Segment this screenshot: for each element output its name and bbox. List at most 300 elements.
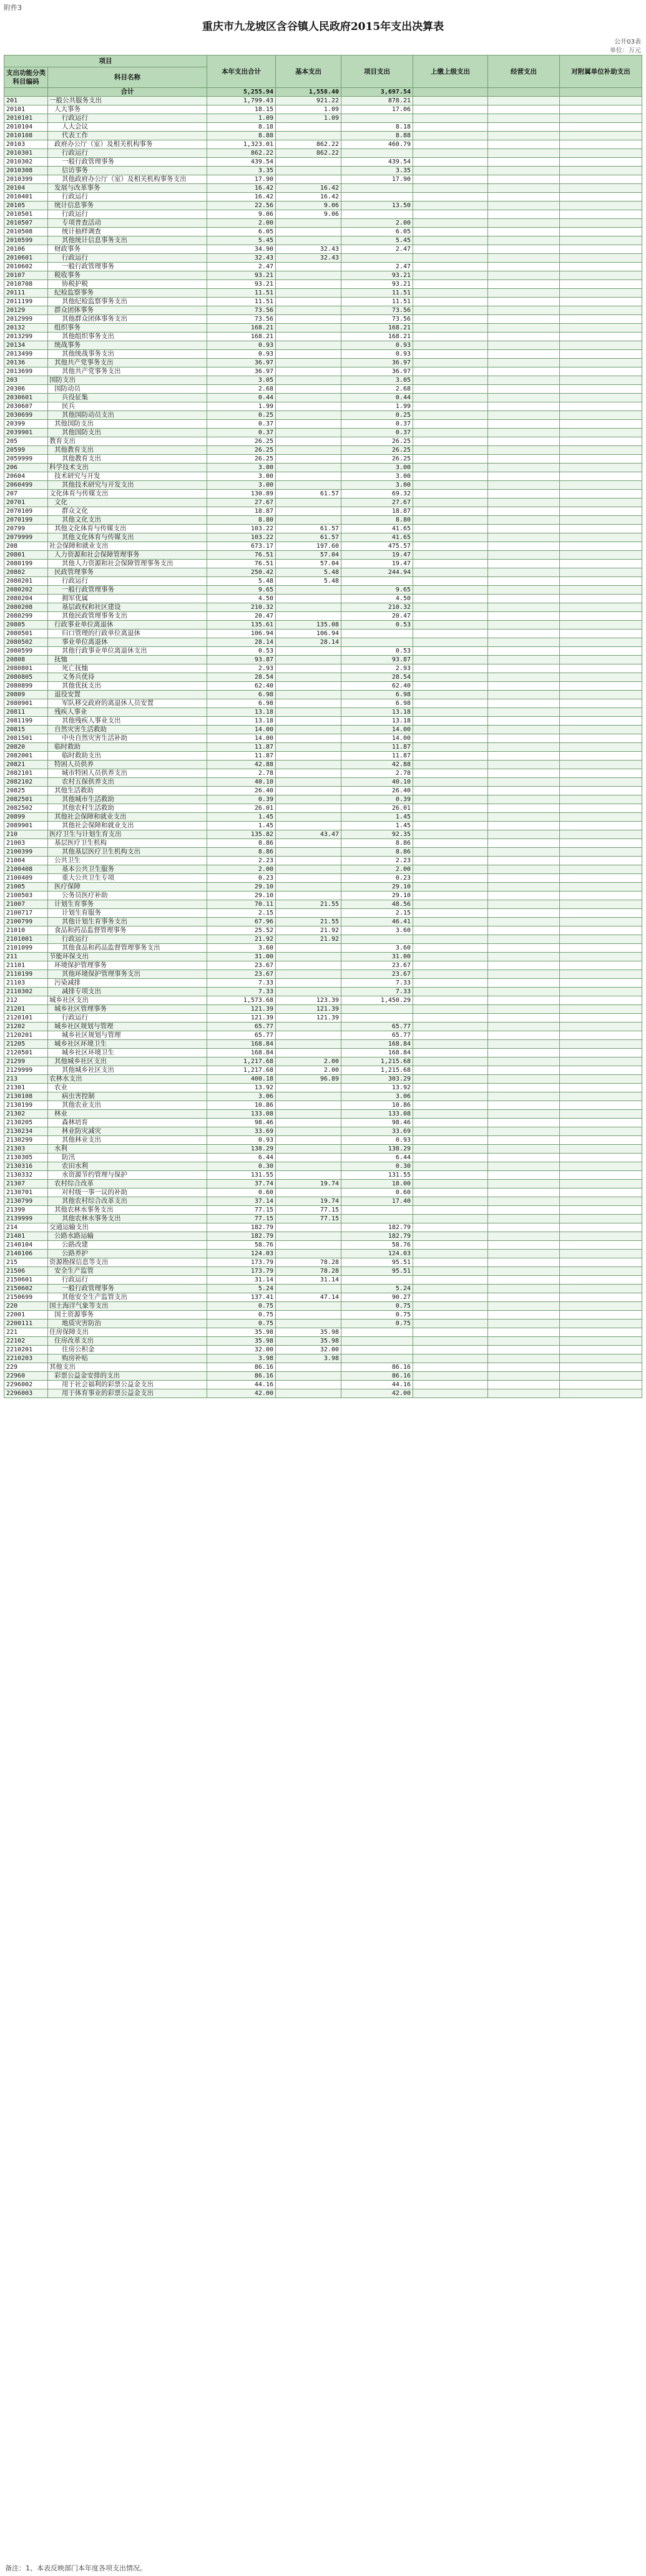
table-row [4,1188,642,1197]
cell-project: 2.47 [341,263,413,271]
cell-basic [276,1049,341,1057]
cell-operating [488,359,560,367]
cell-remit-superior [413,175,488,184]
cell-operating [488,1084,560,1092]
table-row [4,132,642,140]
cell-subject-name: 其他共产党事务支出 [48,367,207,376]
cell-subject-name: 其他生活救助 [48,787,207,795]
cell-project: 131.55 [341,1171,413,1180]
cell-code: 2080501 [4,629,48,638]
cell-code: 2080204 [4,595,48,603]
cell-total: 6.05 [207,228,276,236]
cell-subject-name: 一般行政管理事务 [48,158,207,167]
cell-total: 135.61 [207,621,276,629]
table-row [4,988,642,996]
cell-subsidiary-subsidy [560,306,642,315]
cell-subsidiary-subsidy [560,542,642,551]
cell-basic [276,1232,341,1241]
cell-operating [488,944,560,953]
cell-remit-superior [413,804,488,813]
cell-total: 2.47 [207,263,276,271]
cell-code: 2013499 [4,350,48,359]
cell-code: 2082502 [4,804,48,813]
cell-basic: 5.48 [276,568,341,577]
table-row [4,1154,642,1162]
cell-project [341,935,413,944]
cell-operating [488,175,560,184]
cell-project: 3.00 [341,481,413,490]
cell-subsidiary-subsidy [560,1267,642,1276]
cell-basic [276,1223,341,1232]
cell-basic [276,813,341,822]
cell-basic: 61.57 [276,525,341,533]
cell-project: 1,450.29 [341,996,413,1005]
cell-code: 213 [4,1075,48,1084]
cell-basic: 21.92 [276,926,341,935]
cell-operating [488,1276,560,1285]
cell-total: 3.00 [207,464,276,472]
cell-remit-superior [413,254,488,263]
cell-remit-superior [413,149,488,158]
cell-subject-name: 行政运行 [48,577,207,586]
cell-subsidiary-subsidy [560,1066,642,1075]
cell-remit-superior [413,586,488,595]
cell-code: 214 [4,1223,48,1232]
cell-remit-superior [413,1180,488,1188]
cell-total: 3.60 [207,944,276,953]
cell-subject-name: 其他环境保护管理事务支出 [48,970,207,979]
cell-project [341,629,413,638]
cell-total: 36.97 [207,367,276,376]
cell-code: 2070109 [4,507,48,516]
cell-subsidiary-subsidy [560,420,642,429]
table-row [4,254,642,263]
cell-project: 0.30 [341,1162,413,1171]
cell-total: 6.98 [207,691,276,699]
cell-subsidiary-subsidy [560,656,642,664]
cell-basic: 1,558.40 [276,88,341,97]
cell-operating [488,787,560,795]
cell-project: 65.77 [341,1023,413,1031]
cell-subsidiary-subsidy [560,909,642,918]
cell-basic: 61.57 [276,490,341,498]
cell-total: 1.09 [207,114,276,123]
cell-operating [488,726,560,734]
cell-subsidiary-subsidy [560,1197,642,1206]
cell-basic [276,883,341,892]
cell-basic: 57.04 [276,551,341,560]
cell-total: 26.01 [207,804,276,813]
cell-operating [488,1145,560,1154]
cell-project: 0.93 [341,341,413,350]
cell-subject-name: 特困人员供养 [48,761,207,769]
cell-operating [488,219,560,228]
cell-remit-superior [413,822,488,830]
table-row [4,769,642,778]
cell-remit-superior [413,935,488,944]
table-row [4,236,642,245]
cell-remit-superior [413,359,488,367]
cell-operating [488,411,560,420]
cell-basic: 121.39 [276,1005,341,1014]
cell-code: 208 [4,542,48,551]
cell-basic [276,892,341,900]
cell-remit-superior [413,1381,488,1389]
cell-remit-superior [413,123,488,132]
cell-basic [276,970,341,979]
cell-operating [488,1119,560,1127]
cell-remit-superior [413,210,488,219]
cell-remit-superior [413,699,488,708]
cell-project: 2.68 [341,385,413,394]
cell-basic [276,682,341,691]
cell-subject-name: 其他民政管理事务支出 [48,612,207,621]
cell-subsidiary-subsidy [560,236,642,245]
header-subsidiary-subsidy: 对附属单位补助支出 [560,56,642,88]
cell-code: 20815 [4,726,48,734]
table-row [4,507,642,516]
cell-subject-name: 协税护税 [48,280,207,289]
cell-subsidiary-subsidy [560,1136,642,1145]
cell-basic [276,455,341,464]
table-row [4,542,642,551]
cell-remit-superior [413,350,488,359]
cell-total: 0.44 [207,394,276,402]
cell-subject-name: 资源勘探信息等支出 [48,1258,207,1267]
cell-project [341,577,413,586]
cell-basic [276,1154,341,1162]
cell-remit-superior [413,708,488,717]
cell-operating [488,1328,560,1337]
cell-total: 8.88 [207,132,276,140]
cell-total: 37.74 [207,1180,276,1188]
cell-basic [276,298,341,306]
cell-basic: 2.00 [276,1057,341,1066]
cell-project: 26.25 [341,446,413,455]
cell-operating [488,935,560,944]
cell-basic [276,394,341,402]
cell-remit-superior [413,621,488,629]
cell-subject-name: 一般行政管理事务 [48,263,207,271]
cell-subject-name: 其他城乡社区支出 [48,1066,207,1075]
cell-subsidiary-subsidy [560,874,642,883]
cell-basic [276,289,341,298]
cell-subsidiary-subsidy [560,638,642,647]
cell-remit-superior [413,472,488,481]
cell-code: 2110199 [4,970,48,979]
table-row [4,140,642,149]
cell-remit-superior [413,1346,488,1354]
cell-basic [276,839,341,848]
cell-code: 21202 [4,1023,48,1031]
cell-code [4,88,48,97]
cell-subsidiary-subsidy [560,900,642,909]
cell-remit-superior [413,944,488,953]
cell-project: 13.92 [341,1084,413,1092]
table-row [4,874,642,883]
cell-subsidiary-subsidy [560,734,642,743]
cell-subsidiary-subsidy [560,1084,642,1092]
cell-code: 203 [4,376,48,385]
cell-operating [488,996,560,1005]
cell-project: 6.05 [341,228,413,236]
cell-project: 86.16 [341,1372,413,1381]
cell-subject-name: 人大事务 [48,105,207,114]
cell-code: 20820 [4,743,48,752]
cell-subject-name: 兵役征集 [48,394,207,402]
cell-subsidiary-subsidy [560,1180,642,1188]
cell-subject-name: 林业 [48,1110,207,1119]
cell-total: 0.93 [207,341,276,350]
cell-subsidiary-subsidy [560,202,642,210]
cell-code: 220 [4,1302,48,1311]
cell-basic [276,1188,341,1197]
table-row [4,857,642,865]
cell-code: 2100503 [4,892,48,900]
table-row [4,699,642,708]
cell-code: 215 [4,1258,48,1267]
cell-basic [276,167,341,175]
cell-basic [276,1092,341,1101]
cell-total: 8.80 [207,516,276,525]
cell-total: 400.18 [207,1075,276,1084]
cell-total: 121.39 [207,1005,276,1014]
cell-remit-superior [413,97,488,105]
cell-remit-superior [413,228,488,236]
cell-remit-superior [413,420,488,429]
cell-operating [488,1066,560,1075]
cell-subsidiary-subsidy [560,717,642,726]
cell-project: 3.05 [341,376,413,385]
cell-operating [488,376,560,385]
cell-project: 5.45 [341,236,413,245]
cell-total: 31.14 [207,1276,276,1285]
table-row [4,883,642,892]
cell-code: 20132 [4,324,48,333]
cell-subsidiary-subsidy [560,892,642,900]
cell-total: 62.40 [207,682,276,691]
cell-project: 0.93 [341,1136,413,1145]
cell-subsidiary-subsidy [560,586,642,595]
cell-total: 2.15 [207,909,276,918]
cell-remit-superior [413,498,488,507]
cell-project: 168.84 [341,1049,413,1057]
cell-project: 41.65 [341,533,413,542]
cell-project: 13.18 [341,708,413,717]
cell-subject-name: 统战事务 [48,341,207,350]
cell-total: 124.03 [207,1250,276,1258]
cell-subject-name: 农业 [48,1084,207,1092]
cell-subsidiary-subsidy [560,472,642,481]
table-row [4,839,642,848]
cell-subsidiary-subsidy [560,1276,642,1285]
cell-basic: 106.94 [276,629,341,638]
cell-total: 1.45 [207,822,276,830]
cell-subsidiary-subsidy [560,1346,642,1354]
cell-operating [488,629,560,638]
cell-total: 7.33 [207,979,276,988]
cell-total: 10.86 [207,1101,276,1110]
cell-project: 10.86 [341,1101,413,1110]
cell-operating [488,1389,560,1398]
cell-subject-name: 其他统战事务支出 [48,350,207,359]
table-row [4,376,642,385]
cell-project: 878.21 [341,97,413,105]
cell-subsidiary-subsidy [560,595,642,603]
cell-remit-superior [413,1188,488,1197]
table-row [4,350,642,359]
cell-operating [488,1372,560,1381]
cell-operating [488,140,560,149]
cell-total: 3.00 [207,481,276,490]
cell-project [341,210,413,219]
table-row [4,734,642,743]
cell-project [341,184,413,193]
cell-subsidiary-subsidy [560,1232,642,1241]
table-row [4,516,642,525]
cell-subject-name: 临时救助 [48,743,207,752]
cell-basic [276,1127,341,1136]
cell-code: 2139999 [4,1215,48,1223]
cell-code: 2101099 [4,944,48,953]
cell-subsidiary-subsidy [560,1223,642,1232]
cell-remit-superior [413,333,488,341]
cell-project: 29.10 [341,892,413,900]
cell-operating [488,472,560,481]
cell-code: 20799 [4,525,48,533]
cell-total: 862.22 [207,149,276,158]
cell-total: 103.22 [207,533,276,542]
cell-basic: 16.42 [276,193,341,202]
cell-remit-superior [413,542,488,551]
cell-project: 1,215.68 [341,1066,413,1075]
cell-project: 8.86 [341,839,413,848]
cell-subject-name: 组织事务 [48,324,207,333]
cell-basic [276,498,341,507]
cell-basic: 1.09 [276,114,341,123]
cell-subsidiary-subsidy [560,1354,642,1363]
table-row [4,1328,642,1337]
cell-operating [488,236,560,245]
cell-remit-superior [413,1040,488,1049]
cell-remit-superior [413,306,488,315]
cell-operating [488,1136,560,1145]
cell-project: 303.29 [341,1075,413,1084]
cell-operating [488,1188,560,1197]
cell-subject-name: 死亡抚恤 [48,664,207,673]
cell-basic [276,446,341,455]
cell-remit-superior [413,1354,488,1363]
cell-code: 20104 [4,184,48,193]
cell-subsidiary-subsidy [560,988,642,996]
table-row [4,175,642,184]
table-row [4,97,642,105]
cell-remit-superior [413,1145,488,1154]
cell-code: 2150699 [4,1293,48,1302]
cell-remit-superior [413,1057,488,1066]
cell-basic [276,1381,341,1389]
table-row [4,1293,642,1302]
cell-total: 5.45 [207,236,276,245]
cell-subsidiary-subsidy [560,918,642,926]
cell-subject-name: 公路改建 [48,1241,207,1250]
cell-project: 3.00 [341,464,413,472]
cell-basic [276,708,341,717]
cell-remit-superior [413,525,488,533]
cell-total: 0.60 [207,1188,276,1197]
cell-code: 2080502 [4,638,48,647]
cell-remit-superior [413,271,488,280]
cell-project: 40.10 [341,778,413,787]
cell-operating [488,271,560,280]
cell-remit-superior [413,245,488,254]
table-row [4,1223,642,1232]
table-row [4,105,642,114]
cell-total: 26.40 [207,787,276,795]
cell-subject-name: 行政运行 [48,1014,207,1023]
cell-subject-name: 信访事务 [48,167,207,175]
table-row [4,114,642,123]
cell-remit-superior [413,394,488,402]
cell-subsidiary-subsidy [560,481,642,490]
cell-basic: 121.39 [276,1014,341,1023]
cell-subject-name: 技术研究与开发 [48,472,207,481]
cell-total: 32.00 [207,1346,276,1354]
cell-subject-name: 中央自然灾害生活补助 [48,734,207,743]
cell-operating [488,1320,560,1328]
cell-code: 21506 [4,1267,48,1276]
header-code: 支出功能分类科目编码 [4,67,48,88]
cell-subsidiary-subsidy [560,1040,642,1049]
cell-basic [276,507,341,516]
cell-operating [488,874,560,883]
cell-code: 2296002 [4,1381,48,1389]
cell-remit-superior [413,839,488,848]
cell-code: 20805 [4,621,48,629]
cell-subject-name: 国土海洋气象等支出 [48,1302,207,1311]
cell-project: 2.15 [341,909,413,918]
cell-basic [276,411,341,420]
cell-code: 210 [4,830,48,839]
cell-remit-superior [413,778,488,787]
cell-project: 4.50 [341,595,413,603]
cell-subsidiary-subsidy [560,315,642,324]
cell-total: 93.21 [207,271,276,280]
cell-basic [276,123,341,132]
cell-remit-superior [413,979,488,988]
cell-subject-name: 国土资源事务 [48,1311,207,1320]
cell-subject-name: 其他政府办公厅（室）及相关机构事务支出 [48,175,207,184]
cell-operating [488,1250,560,1258]
cell-total: 25.52 [207,926,276,935]
cell-project: 14.00 [341,726,413,734]
cell-project: 31.00 [341,953,413,961]
cell-operating [488,315,560,324]
cell-total: 1,217.68 [207,1066,276,1075]
table-row [4,743,642,752]
cell-total: 5.24 [207,1285,276,1293]
cell-remit-superior [413,1136,488,1145]
cell-basic [276,656,341,664]
cell-project [341,1346,413,1354]
table-row [4,219,642,228]
cell-remit-superior [413,1127,488,1136]
cell-basic: 28.14 [276,638,341,647]
cell-code: 211 [4,953,48,961]
cell-project: 0.44 [341,394,413,402]
cell-remit-superior [413,996,488,1005]
cell-basic [276,228,341,236]
